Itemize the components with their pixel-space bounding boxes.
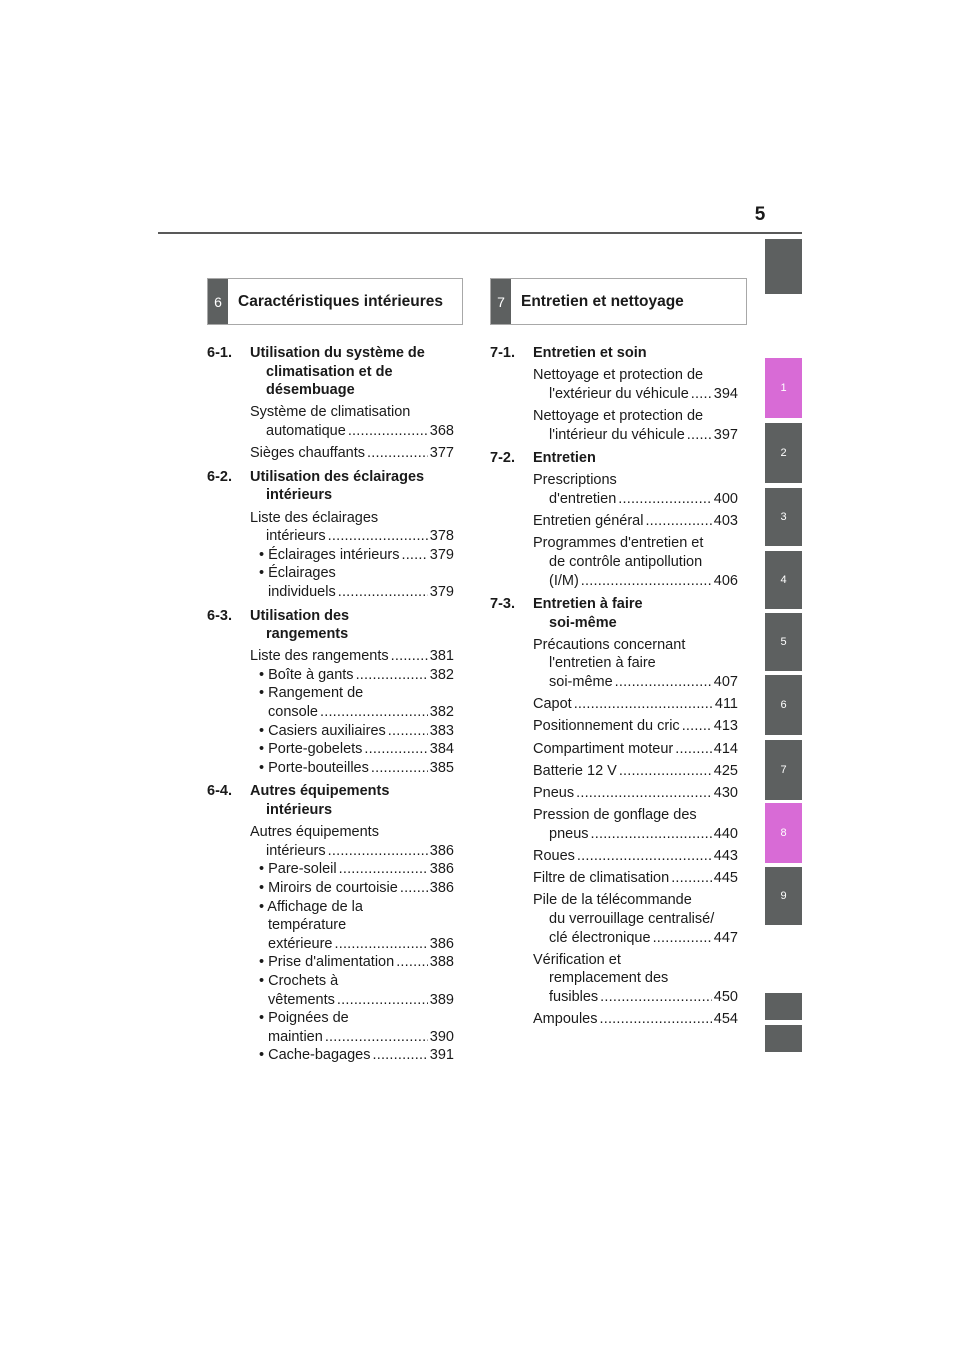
entry-page-number: 406 <box>713 572 738 589</box>
toc-entry[interactable] <box>533 366 738 403</box>
entry-page-number: 403 <box>713 513 738 530</box>
toc-entry[interactable] <box>250 823 454 860</box>
dot-leader <box>401 546 427 565</box>
entry-text-line: Précautions concernant <box>533 636 686 653</box>
entry-page-number: 407 <box>713 674 738 691</box>
section-heading[interactable] <box>207 344 454 400</box>
section-title <box>250 607 454 644</box>
entry-text-line: extérieure <box>268 935 333 952</box>
entry-text-line: • Porte-gobelets <box>259 741 363 758</box>
entry-page-number: 425 <box>713 762 738 779</box>
toc-section <box>207 782 454 1065</box>
toc-entry[interactable] <box>533 695 738 714</box>
dot-leader <box>591 825 712 844</box>
entry-text-line: de contrôle antipollution <box>549 553 703 570</box>
header-rule <box>158 232 802 234</box>
entry-page-number: 430 <box>713 785 738 801</box>
entry-page-number: 386 <box>429 935 454 952</box>
dot-leader <box>653 929 712 948</box>
section-title-line: intérieurs <box>266 802 333 819</box>
dot-leader <box>618 490 712 509</box>
chapter-number: 7 <box>491 279 511 324</box>
toc-entry[interactable] <box>533 1010 738 1029</box>
toc-entry[interactable] <box>533 717 738 736</box>
dot-leader <box>615 673 712 692</box>
entry-text-line: • Cache-bagages <box>259 1047 371 1064</box>
chapter-tab-blank[interactable] <box>765 1025 802 1052</box>
toc-section <box>490 449 738 590</box>
entry-text-line: Sièges chauffants <box>250 445 366 462</box>
chapter-tab-blank[interactable] <box>765 993 802 1020</box>
section-heading[interactable] <box>207 468 454 505</box>
entry-text-line: Nettoyage et protection de <box>533 367 704 384</box>
chapter-tab-label: 7 <box>780 764 787 776</box>
toc-subentry[interactable] <box>250 564 454 601</box>
entry-page-number: 450 <box>713 988 738 1005</box>
entry-text-line: d'entretien <box>549 490 617 507</box>
entry-page-number: 391 <box>429 1047 454 1064</box>
entry-text-line: Pneus <box>533 785 575 801</box>
entry-text-line: Batterie 12 V <box>533 762 617 779</box>
entry-text-line: intérieurs <box>266 842 326 859</box>
entry-text-line: Positionnement du cric <box>533 718 680 735</box>
chapter-tab-2[interactable] <box>765 423 802 483</box>
dot-leader <box>328 527 428 546</box>
entry-text-line: clé électronique <box>549 929 651 946</box>
entry-page-number: 382 <box>429 704 454 721</box>
chapter-title: Entretien et nettoyage <box>521 292 684 310</box>
dot-leader <box>675 740 712 759</box>
entry-text-line: Vérification et <box>533 951 621 968</box>
toc-entry[interactable] <box>533 784 738 803</box>
entry-page-number: 445 <box>713 870 738 887</box>
section-title <box>533 595 738 632</box>
dot-leader <box>334 935 427 954</box>
section-title <box>533 449 738 468</box>
chapter-tab-1[interactable] <box>765 358 802 418</box>
section-heading[interactable] <box>207 607 454 644</box>
section-title-line: rangements <box>266 626 349 643</box>
entry-text-line: fusibles <box>549 988 599 1005</box>
entry-text-line: Programmes d'entretien et <box>533 535 704 552</box>
toc-entry[interactable] <box>533 891 738 947</box>
toc-subentry[interactable] <box>250 860 454 879</box>
section-title-line: Entretien et soin <box>533 345 647 361</box>
dot-leader <box>671 869 712 888</box>
chapter-tab-label: 9 <box>780 890 787 902</box>
toc-subentry[interactable] <box>250 972 454 1009</box>
section-title-line: climatisation et de <box>266 363 393 380</box>
chapter-tab-label: 8 <box>780 827 787 839</box>
dot-leader <box>325 1028 428 1047</box>
dot-leader <box>645 512 711 531</box>
entry-text-line: Entretien général <box>533 513 644 530</box>
toc-subentry[interactable] <box>250 898 454 954</box>
section-title-line: Entretien <box>533 450 596 467</box>
chapter-tab-label: 1 <box>780 382 787 394</box>
toc-subentry[interactable] <box>250 666 454 685</box>
section-title-line: Autres équipements <box>250 783 390 800</box>
entry-text-line: l'intérieur du véhicule <box>549 426 685 443</box>
section-number: 6-3. <box>207 607 232 624</box>
entry-page-number: 377 <box>429 445 454 462</box>
chapter-tab-label: 3 <box>780 511 787 523</box>
dot-leader <box>687 426 712 445</box>
dot-leader <box>388 722 428 741</box>
entry-text-line: • Poignées de <box>259 1010 349 1027</box>
entry-page-number: 381 <box>429 648 454 665</box>
entry-text-line: • Éclairages <box>259 565 336 582</box>
dot-leader <box>339 860 428 879</box>
entry-page-number: 411 <box>714 696 738 713</box>
entry-text-line: Ampoules <box>533 1011 598 1028</box>
dot-leader <box>682 717 712 736</box>
section-number: 6-4. <box>207 783 232 800</box>
entry-text-line: • Prise d'alimentation <box>259 954 395 971</box>
toc-section <box>490 595 738 1029</box>
section-title-line: désembuage <box>266 382 355 399</box>
toc-subentry[interactable] <box>250 759 454 778</box>
entry-page-number: 368 <box>429 422 454 439</box>
chapter-tab-blank[interactable] <box>765 239 802 294</box>
section-title-line: intérieurs <box>266 487 333 504</box>
dot-leader <box>338 583 428 602</box>
entry-text-line: automatique <box>266 422 346 439</box>
toc-entry[interactable] <box>533 847 738 866</box>
section-heading[interactable] <box>490 449 738 468</box>
dot-leader <box>619 762 712 781</box>
toc-entry[interactable] <box>533 534 738 590</box>
chapter-tab-4[interactable] <box>765 551 802 609</box>
entry-text-line: Système de climatisation <box>250 404 411 421</box>
entry-text-line: • Rangement de <box>259 685 364 702</box>
chapter-tab-label: 2 <box>780 447 787 459</box>
entry-page-number: 447 <box>713 929 738 946</box>
entry-page-number: 379 <box>429 546 454 563</box>
chapter-tab-8[interactable] <box>765 803 802 863</box>
toc-section <box>207 344 454 463</box>
entry-page-number: 386 <box>429 842 454 859</box>
dot-leader <box>372 1046 427 1065</box>
entry-text-line: du verrouillage centralisé/ <box>549 910 715 927</box>
toc-section <box>207 468 454 602</box>
section-title <box>250 344 454 400</box>
dot-leader <box>576 784 712 803</box>
entry-text-line: soi-même <box>549 674 613 691</box>
entry-text-line: température <box>268 917 347 934</box>
chapter-7-contents <box>490 340 738 1029</box>
entry-text-line: • Pare-soleil <box>259 861 337 878</box>
entry-text-line: console <box>268 704 318 721</box>
toc-entry[interactable] <box>533 471 738 508</box>
entry-page-number: 389 <box>429 991 454 1008</box>
section-title-line: Entretien à faire <box>533 596 643 613</box>
entry-text-line: l'extérieur du véhicule <box>549 385 689 402</box>
chapter-tab-3[interactable] <box>765 488 802 546</box>
chapter-title: Caractéristiques intérieures <box>238 292 444 310</box>
dot-leader <box>364 740 427 759</box>
entry-text-line: Nettoyage et protection de <box>533 407 704 424</box>
toc-subentry[interactable] <box>250 953 454 972</box>
dot-leader <box>577 847 712 866</box>
toc-subentry[interactable] <box>250 740 454 759</box>
chapter-number: 6 <box>208 279 228 324</box>
entry-page-number: 390 <box>429 1028 454 1045</box>
entry-text-line: • Miroirs de courtoisie <box>259 880 398 896</box>
chapter-7-header <box>490 278 747 325</box>
entry-page-number: 440 <box>713 825 738 842</box>
section-number: 7-3. <box>490 596 515 613</box>
entry-text-line: • Casiers auxiliaires <box>259 722 386 739</box>
entry-page-number: 383 <box>429 722 454 739</box>
section-heading[interactable] <box>207 782 454 819</box>
entry-text-line: • Éclairages intérieurs <box>259 546 400 563</box>
toc-entry[interactable] <box>533 762 738 781</box>
section-heading[interactable] <box>490 344 738 363</box>
entry-text-line: intérieurs <box>266 528 326 545</box>
dot-leader <box>391 647 428 666</box>
chapter-tab-label: 4 <box>780 574 787 586</box>
entry-page-number: 400 <box>713 490 738 507</box>
entry-text-line: • Crochets à <box>259 972 339 989</box>
chapter-tab-label: 6 <box>780 699 787 711</box>
toc-entry[interactable] <box>250 403 454 440</box>
section-number: 6-1. <box>207 345 232 361</box>
dot-leader <box>574 695 713 714</box>
entry-text-line: Pile de la télécommande <box>533 892 692 909</box>
section-title-line: Utilisation du système de <box>250 345 425 361</box>
chapter-tab-label: 5 <box>780 636 787 648</box>
entry-text-line: • Porte-bouteilles <box>259 759 369 776</box>
section-number: 7-1. <box>490 345 515 361</box>
entry-text-line: Pression de gonflage des <box>533 807 697 824</box>
section-title <box>533 344 738 363</box>
section-title-line: soi-même <box>549 614 617 631</box>
section-title-line: Utilisation des éclairages <box>250 468 425 485</box>
section-number: 6-2. <box>207 468 232 485</box>
entry-text-line: Capot <box>533 696 572 713</box>
toc-section <box>490 344 738 444</box>
dot-leader <box>691 385 712 404</box>
dot-leader <box>400 879 428 898</box>
entry-page-number: 382 <box>429 666 454 683</box>
entry-text-line: Liste des éclairages <box>250 509 379 526</box>
entry-text-line: Autres équipements <box>250 824 379 841</box>
toc-entry[interactable] <box>533 806 738 843</box>
entry-text-line: vêtements <box>268 991 335 1008</box>
entry-text-line: • Boîte à gants <box>259 666 354 683</box>
toc-subentry[interactable] <box>250 1009 454 1046</box>
dot-leader <box>348 422 428 441</box>
toc-entry[interactable] <box>533 512 738 531</box>
entry-text-line: Liste des rangements <box>250 648 389 665</box>
entry-text-line: individuels <box>268 583 336 600</box>
section-heading[interactable] <box>490 595 738 632</box>
dot-leader <box>337 991 428 1010</box>
entry-page-number: 388 <box>429 954 454 971</box>
entry-page-number: 394 <box>713 385 738 402</box>
toc-subentry[interactable] <box>250 1046 454 1065</box>
entry-page-number: 443 <box>713 847 738 864</box>
chapter-tab-7[interactable] <box>765 740 802 800</box>
section-title <box>250 468 454 505</box>
entry-text-line: • Affichage de la <box>259 898 363 915</box>
entry-text-line: Prescriptions <box>533 472 617 489</box>
toc-entry[interactable] <box>250 647 454 666</box>
chapter-6-contents <box>207 340 454 1065</box>
entry-page-number: 385 <box>429 759 454 776</box>
toc-subentry[interactable] <box>250 722 454 741</box>
dot-leader <box>367 444 428 463</box>
toc-entry[interactable] <box>533 951 738 1007</box>
entry-page-number: 386 <box>429 861 454 878</box>
page-number: 5 <box>754 204 766 225</box>
entry-text-line: Compartiment moteur <box>533 740 674 757</box>
dot-leader <box>328 842 428 861</box>
dot-leader <box>356 666 428 685</box>
entry-page-number: 386 <box>429 880 454 896</box>
dot-leader <box>396 953 428 972</box>
dot-leader <box>599 1010 711 1029</box>
toc-subentry[interactable] <box>250 546 454 565</box>
entry-page-number: 413 <box>713 718 738 735</box>
dot-leader <box>320 703 428 722</box>
dot-leader <box>371 759 428 778</box>
toc-subentry[interactable] <box>250 879 454 898</box>
entry-page-number: 397 <box>713 426 738 443</box>
dot-leader <box>581 572 712 591</box>
section-number: 7-2. <box>490 450 515 467</box>
entry-text-line: (I/M) <box>549 572 579 589</box>
toc-entry[interactable] <box>250 509 454 546</box>
toc-entry[interactable] <box>533 636 738 692</box>
chapter-tab-5[interactable] <box>765 613 802 671</box>
dot-leader <box>600 988 712 1007</box>
entry-page-number: 384 <box>429 741 454 758</box>
toc-entry[interactable] <box>533 869 738 888</box>
toc-entry[interactable] <box>250 444 454 463</box>
chapter-tab-6[interactable] <box>765 675 802 735</box>
entry-page-number: 454 <box>713 1011 738 1028</box>
entry-text-line: pneus <box>549 825 589 842</box>
entry-text-line: Filtre de climatisation <box>533 870 670 887</box>
entry-page-number: 379 <box>429 583 454 600</box>
toc-entry[interactable] <box>533 740 738 759</box>
section-title <box>250 782 454 819</box>
entry-text-line: remplacement des <box>549 970 669 987</box>
toc-entry[interactable] <box>533 407 738 444</box>
entry-page-number: 414 <box>713 740 738 757</box>
entry-text-line: maintien <box>268 1028 323 1045</box>
toc-section <box>207 607 454 778</box>
entry-text-line: l'entretien à faire <box>549 655 656 672</box>
entry-text-line: Roues <box>533 847 575 864</box>
toc-subentry[interactable] <box>250 684 454 721</box>
section-title-line: Utilisation des <box>250 607 350 624</box>
entry-page-number: 378 <box>429 528 454 545</box>
chapter-tab-9[interactable] <box>765 867 802 925</box>
chapter-6-header <box>207 278 463 325</box>
